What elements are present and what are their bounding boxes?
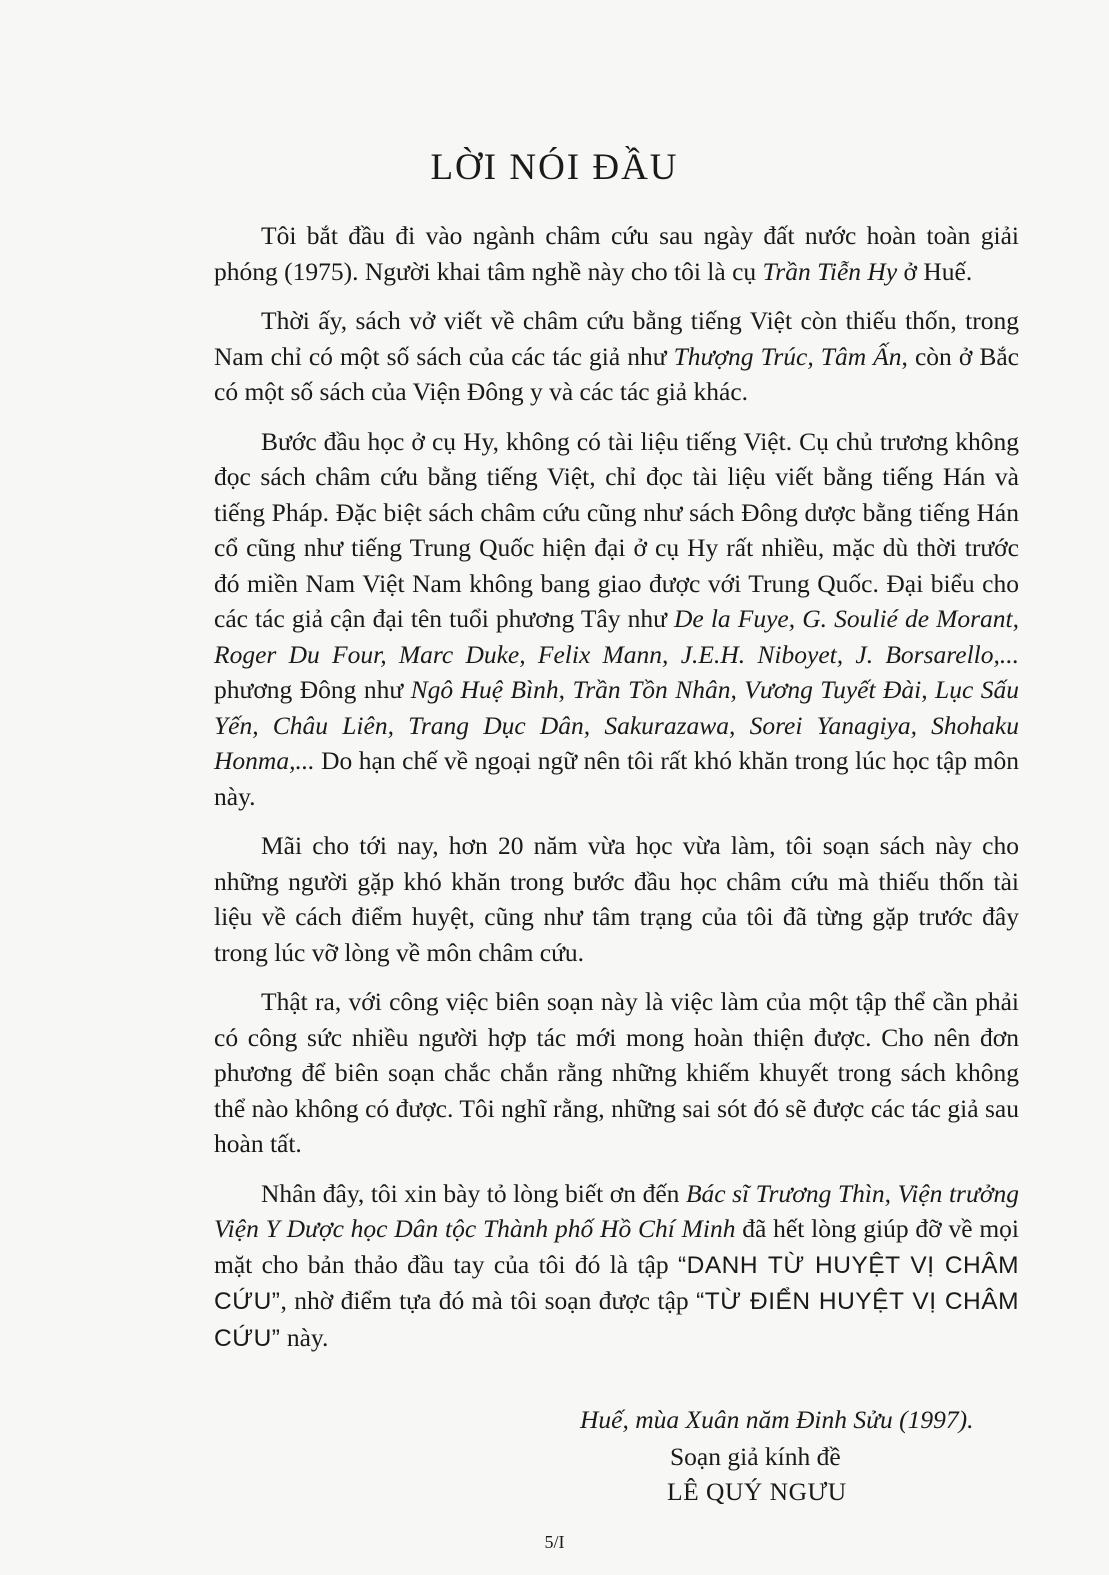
preface-body xyxy=(214,218,1019,1370)
paragraph-6-text-mid: đã hết lòng giúp đỡ về mọi mặt cho bản thảo đầu tay của tôi đó là tập xyxy=(214,1214,1019,1279)
paragraph-6 xyxy=(214,1176,1019,1357)
paragraph-1-text-end: ở Huế. xyxy=(897,256,973,286)
acknowledged-person: Bác sĩ Trương Thìn, Viện trưởng Viện Y Dược học Dân tộc Thành phố Hồ Chí Minh xyxy=(214,1178,1019,1243)
paragraph-1-text: Tôi bắt đầu đi vào ngành châm cứu sau ngày đất nước hoàn toàn giải phóng (1975). Người khai tâm nghề này cho tôi là cụ xyxy=(214,221,1019,286)
second-book-title: “TỪ ĐIỂN HUYỆT VỊ CHÂM CỨU” xyxy=(214,1288,1020,1352)
paragraph-6-text: Nhân đây, tôi xin bày tỏ lòng biết ơn đến xyxy=(261,1178,686,1208)
paragraph-2-text-end: , còn ở Bắc có một số sách của Viện Đông y và các tác giả khác. xyxy=(214,341,1020,406)
southern-authors: Thượng Trúc, Tâm Ấn xyxy=(673,341,902,371)
paragraph-2 xyxy=(214,303,1019,410)
first-book-title: “DANH TỪ HUYỆT VỊ CHÂM CỨU” xyxy=(214,1251,1019,1315)
page-title: LỜI NÓI ĐẦU xyxy=(430,147,679,188)
paragraph-3-text-end: Do hạn chế về ngoại ngữ nên tôi rất khó khăn trong lúc học tập môn này. xyxy=(214,746,1019,811)
paragraph-3 xyxy=(214,424,1019,815)
paragraph-6-text-mid-2: , nhờ điểm tựa đó mà tôi soạn được tập xyxy=(280,1286,697,1315)
paragraph-2-text: Thời ấy, sách vở viết về châm cứu bằng tiếng Việt còn thiếu thốn, trong Nam chỉ có một số sách của các tác giả như xyxy=(214,306,1019,371)
signature-place-date: Huế, mùa Xuân năm Đinh Sửu (1997). xyxy=(580,1405,974,1434)
author-name: LÊ QUÝ NGƯU xyxy=(667,1477,847,1506)
paragraph-5: Thật ra, với công việc biên soạn này là việc làm của một tập thể cần phải có công sức nhiều người hợp tác mới mong hoàn thiện được. Cho nên đơn phương để biên soạn chắc chắn rằng những khiếm khuyết trong sách không thể nào không có được. Tôi nghĩ rằng, những sai sót đó sẽ được các tác giả sau hoàn tất. xyxy=(214,987,1019,1158)
signature-role: Soạn giả kính đề xyxy=(670,1442,841,1471)
paragraph-4: Mãi cho tới nay, hơn 20 năm vừa học vừa làm, tôi soạn sách này cho những người gặp khó khăn trong bước đầu học châm cứu mà thiếu thốn tài liệu về cách điểm huyệt, cũng như tâm trạng của tôi đã từng gặp trước đây trong lúc vỡ lòng về môn châm cứu. xyxy=(214,831,1019,967)
eastern-authors: Ngô Huệ Bình, Trần Tồn Nhân, Vương Tuyết Đài, Lục Sấu Yến, Châu Liên, Trang Dục Dân, Sakurazawa, Sorei Yanagiya, Shohaku Honma,... xyxy=(214,675,1019,775)
teacher-name: Trần Tiễn Hy xyxy=(762,256,898,286)
page-number: 5/I xyxy=(544,1532,565,1552)
paragraph-3-text: Bước đầu học ở cụ Hy, không có tài liệu tiếng Việt. Cụ chủ trương không đọc sách châm cứu bằng tiếng Việt, chỉ đọc tài liệu viết bằng tiếng Hán và tiếng Pháp. Đặc biệt sách châm cứu cũng như sách Đông dược bằng tiếng Hán cổ cũng như tiếng Trung Quốc hiện đại ở cụ Hy rất nhiều, mặc dù thời trước đó miền Nam Việt Nam không bang giao được với Trung Quốc. Đại biểu cho các tác giả cận đại tên tuổi phương Tây như xyxy=(214,426,1019,633)
western-authors: De la Fuye, G. Soulié de Morant, Roger Du Four, Marc Duke, Felix Mann, J.E.H. Niboyet, J. Borsarello,... xyxy=(214,604,1019,669)
paragraph-1 xyxy=(214,218,1019,289)
paragraph-6-text-end: này. xyxy=(280,1322,329,1352)
paragraph-3-text-mid: phương Đông như xyxy=(214,675,411,704)
